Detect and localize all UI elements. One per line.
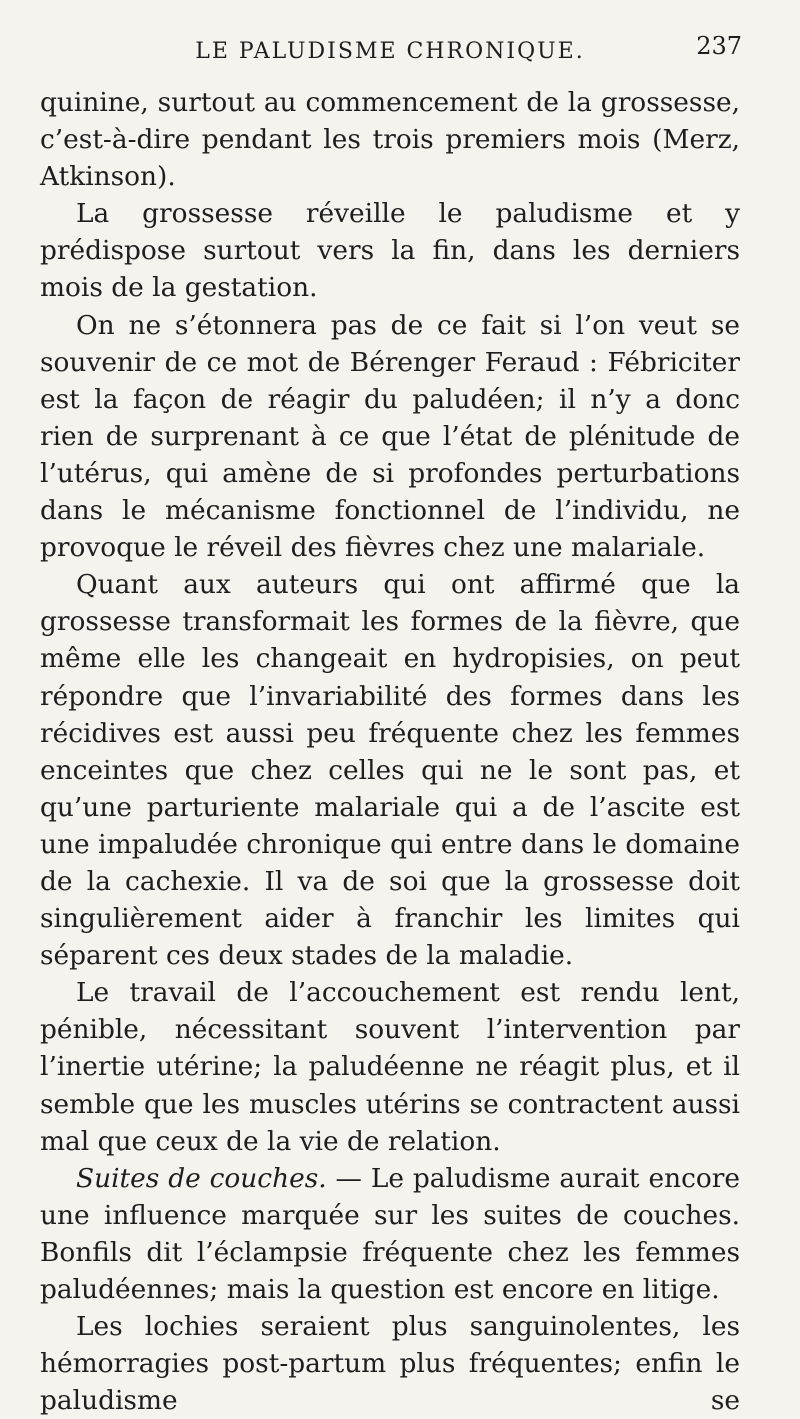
- paragraph-quant-aux-auteurs: Quant aux auteurs qui ont affirmé que la grossesse transformait les formes de la fièvre, que même elle les changeait en hydropisies, on peut répondre que l’invariabilité des formes dans les récidives est aussi peu fréquente chez les femmes enceintes que chez celles qui ne le sont pas, et qu’une parturiente malariale qui a de l’ascite est une impaludée chronique qui entre dans le domaine de la cachexie. Il va de soi que la grossesse doit singulièrement aider à franchir les limites qui séparent ces deux stades de la maladie.: [40, 569, 740, 972]
- body-text: [40, 84, 740, 1419]
- paragraph-quinine: quinine, surtout au commencement de la grossesse, c’est-à-dire pendant les trois premiers mois (Merz, Atkinson).: [40, 87, 740, 193]
- paragraph-suites-de-couches: [40, 1160, 740, 1308]
- paragraph-lochies: Les lochies seraient plus sanguinolentes, les hémorragies post-partum plus fréquentes; enfin le paludisme se: [40, 1311, 740, 1417]
- page-number: 237: [696, 32, 742, 60]
- paragraph-berenger-feraud: On ne s’étonnera pas de ce fait si l’on veut se souvenir de ce mot de Bérenger Feraud : Fébriciter est la façon de réagir du paludéen; il n’y a donc rien de surprenant à ce que l’état de plénitude de l’utérus, qui amène de si profondes perturbations dans le mécanisme fonctionnel de l’individu, ne provoque le réveil des fièvres chez une malariale.: [40, 309, 740, 564]
- paragraph-grossesse-reveille: La grossesse réveille le paludisme et y prédispose surtout vers la fin, dans les derniers mois de la gestation.: [40, 198, 740, 304]
- paragraph-suites-text: — Le paludisme aurait encore une influence marquée sur les suites de couches. Bonfils dit l’éclampsie fréquente chez les femmes paludéennes; mais la question est encore en litige.: [40, 1162, 740, 1305]
- page-header: [40, 32, 742, 84]
- section-heading-suites-de-couches: Suites de couches.: [76, 1162, 327, 1194]
- running-title: LE PALUDISME CHRONIQUE.: [195, 39, 585, 64]
- paragraph-travail-accouchement: Le travail de l’accouchement est rendu lent, pénible, nécessitant souvent l’intervention par l’inertie utérine; la paludéenne ne réagit plus, et il semble que les muscles utérins se contractent aussi mal que ceux de la vie de relation.: [40, 977, 740, 1157]
